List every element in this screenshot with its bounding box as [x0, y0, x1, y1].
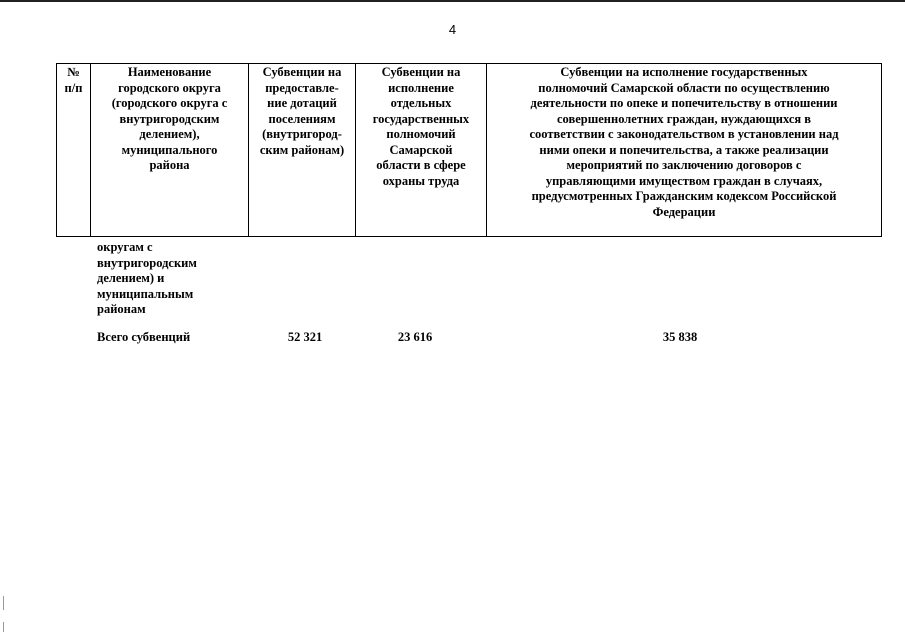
table-header-row [57, 64, 882, 237]
header-number: № п/п [57, 64, 91, 237]
header-labor-protection: Субвенции на исполнение отдельных государственных полномочий Самарской области в сфере охраны труда [356, 64, 487, 237]
continuation-text: округам с внутригородским делением) и муниципальным районам [97, 240, 197, 316]
total-grants-settlements: 52 321 [287, 330, 323, 344]
scan-edge-mark [3, 622, 4, 632]
page-number: 4 [448, 22, 457, 37]
header-guardianship: Субвенции на исполнение государственных полномочий Самарской области по осуществлению деятельности по опеке и попечительству в отношении совершеннолетних граждан, нуждающихся в соответствии с законодательством в установлении над ними опеки и попечительства, а также реализации мероприятий по заключению договоров с управляющими имуществом граждан в случаях, предусмотренных Гражданским кодексом Российской Федерации [487, 64, 882, 237]
header-name: Наименование городского округа (городского округа с внутригородским делением), муниципального района [91, 64, 249, 237]
header-grants-settlements: Субвенции на предоставле- ние дотаций поселениям (внутригород- ским районам) [249, 64, 356, 237]
total-labor-protection: 23 616 [397, 330, 433, 344]
total-label: Всего субвенций [97, 330, 191, 344]
scan-edge-mark [3, 596, 4, 610]
total-guardianship: 35 838 [662, 330, 698, 344]
subsidy-header-table [56, 63, 882, 237]
top-rule [0, 0, 905, 2]
